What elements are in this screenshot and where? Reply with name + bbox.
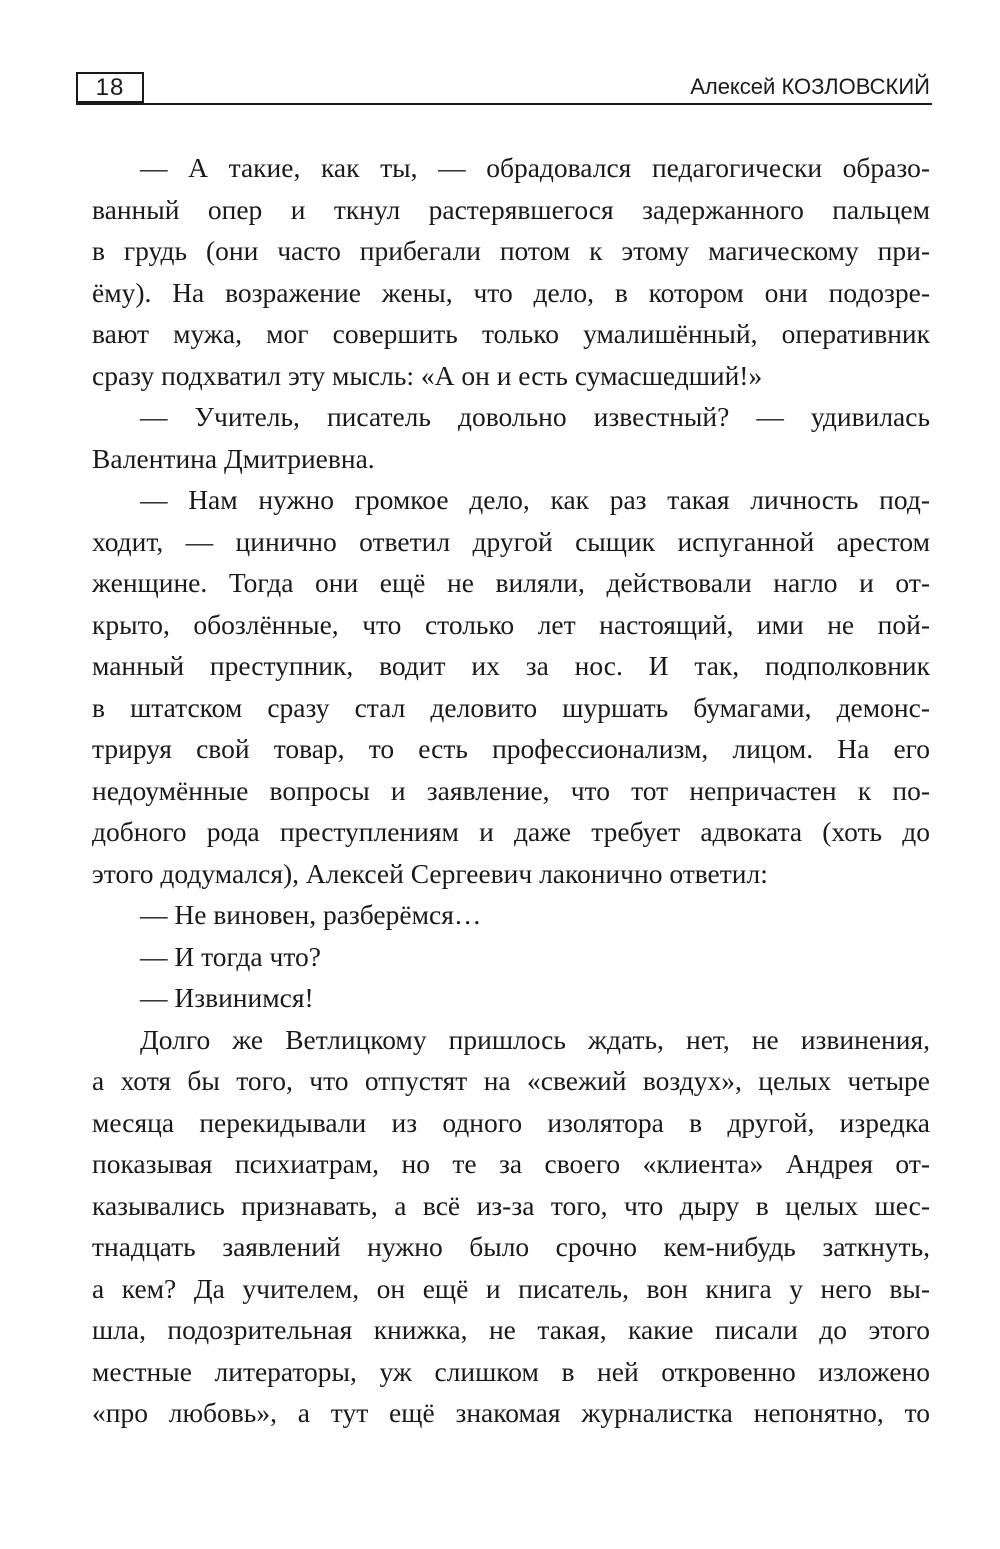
text-line: в штатском сразу стал деловито шуршать бумагами, демонс- bbox=[92, 691, 930, 723]
text-line: ванный опер и ткнул растерявшегося задержанного пальцем bbox=[92, 193, 930, 225]
text-line: в грудь (они часто прибегали потом к этому магическому при- bbox=[92, 235, 930, 266]
text-line: тнадцать заявлений нужно было срочно кем-нибудь заткнуть, bbox=[92, 1231, 930, 1262]
text-line: — И тогда что? bbox=[140, 940, 321, 972]
text-line: сразу подхватил эту мысль: «А он и есть сумасшедший!» bbox=[92, 359, 763, 391]
page-header bbox=[76, 72, 932, 106]
text-line: Долго же Ветлицкому пришлось ждать, нет, не извинения, bbox=[140, 1023, 930, 1055]
text-line: — Не виновен, разберёмся… bbox=[140, 899, 482, 930]
text-line: показывая психиатрам, но те за своего «клиента» Андрея от- bbox=[92, 1148, 930, 1179]
text-line: женщине. Тогда они ещё не виляли, действовали нагло и от- bbox=[92, 567, 930, 598]
body-text bbox=[92, 147, 930, 1434]
text-line: а хотя бы того, что отпустят на «свежий воздух», целых четыре bbox=[92, 1065, 930, 1096]
text-line: — А такие, как ты, — обрадовался педагогически образо- bbox=[140, 152, 930, 183]
text-line: ходит, — цинично ответил другой сыщик испуганной арестом bbox=[92, 525, 930, 557]
text-line: трируя свой товар, то есть профессионализм, лицом. На его bbox=[92, 733, 930, 764]
text-line: — Нам нужно громкое дело, как раз такая личность под- bbox=[140, 484, 930, 515]
text-line: — Учитель, писатель довольно известный? — удивилась bbox=[140, 401, 930, 432]
text-line: Валентина Дмитриевна. bbox=[92, 442, 375, 474]
text-line: месяца перекидывали из одного изолятора в другой, изредка bbox=[92, 1106, 930, 1138]
text-line: «про любовь», а тут ещё знакомая журналистка непонятно, то bbox=[92, 1397, 930, 1428]
text-line: а кем? Да учителем, он ещё и писатель, вон книга у него вы- bbox=[92, 1272, 930, 1304]
text-line: крыто, обозлённые, что столько лет настоящий, ими не пой- bbox=[92, 608, 930, 640]
text-line: недоумённые вопросы и заявление, что тот непричастен к по- bbox=[92, 774, 930, 806]
text-line: местные литераторы, уж слишком в ней откровенно изложено bbox=[92, 1355, 930, 1387]
text-line: добного рода преступлениям и даже требует адвоката (хоть до bbox=[92, 816, 930, 847]
text-line: этого додумался), Алексей Сергеевич лаконично ответил: bbox=[92, 857, 768, 889]
text-line: шла, подозрительная книжка, не такая, какие писали до этого bbox=[92, 1314, 930, 1345]
page-number: 18 bbox=[76, 72, 144, 103]
text-line: — Извинимся! bbox=[140, 982, 314, 1013]
running-head: Алексей КОЗЛОВСКИЙ bbox=[690, 74, 930, 99]
text-line: ёму). На возражение жены, что дело, в котором они подозре- bbox=[92, 276, 930, 308]
text-line: казывались признавать, а всё из-за того, что дыру в целых шес- bbox=[92, 1189, 930, 1221]
text-line: манный преступник, водит их за нос. И так, подполковник bbox=[92, 650, 930, 681]
header-rule bbox=[76, 103, 932, 105]
text-line: вают мужа, мог совершить только умалишённый, оперативник bbox=[92, 318, 930, 349]
